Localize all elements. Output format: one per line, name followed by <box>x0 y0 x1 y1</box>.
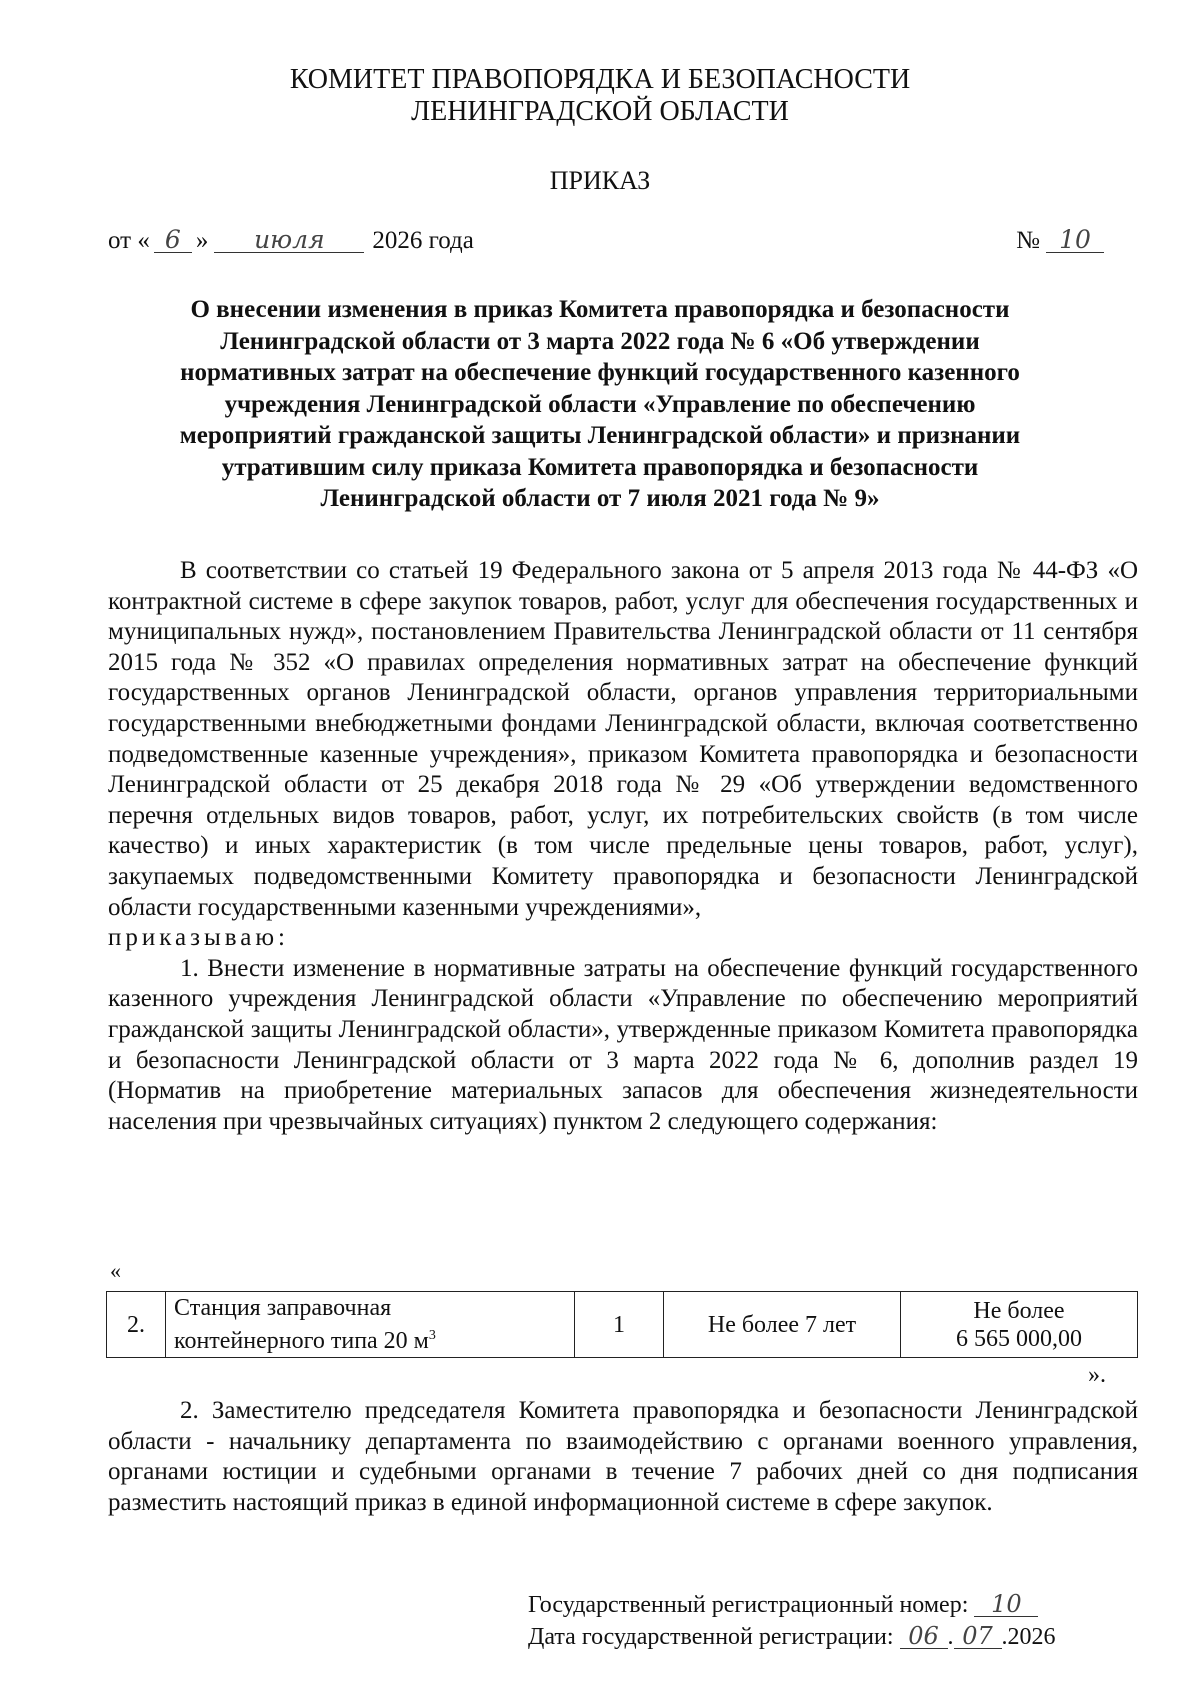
opening-quote: « <box>110 1258 121 1283</box>
date-separator: . <box>947 1624 954 1650</box>
handwritten-number: 10 <box>1046 228 1104 253</box>
main-text <box>108 556 1138 1137</box>
organization-header <box>0 64 1200 128</box>
document-title <box>140 294 1060 515</box>
cell-service-term: Не более 7 лет <box>664 1292 901 1358</box>
order-date <box>108 227 474 255</box>
point-2-block <box>108 1396 1138 1518</box>
handwritten-day: 6 <box>154 228 192 253</box>
handwritten-registration-number: 10 <box>974 1592 1038 1617</box>
price-line-1: Не более <box>973 1297 1065 1324</box>
title-line-3: нормативных затрат на обеспечение функций государственного казенного <box>180 359 1020 386</box>
cell-price <box>901 1292 1138 1358</box>
table-row <box>107 1292 1138 1358</box>
title-line-1: О внесении изменения в приказ Комитета правопорядка и безопасности <box>190 296 1010 323</box>
handwritten-registration-month: 07 <box>954 1624 1002 1649</box>
cell-item-name <box>166 1292 575 1358</box>
handwritten-registration-day: 06 <box>900 1624 948 1649</box>
point-1-paragraph: 1. Внести изменение в нормативные затраты на обеспечение функций государственного казенного учреждения Ленинградской области «Управление по обеспечению мероприятий гражданской защиты Ленинградской области», утвержденные приказом Комитета правопорядка и безопасности Ленинградской области от 3 марта 2022 года № 6, дополнив раздел 19 (Норматив на приобретение материальных запасов для обеспечения жизнедеятельности населения при чрезвычайных ситуациях) пунктом 2 следующего содержания: <box>108 954 1138 1135</box>
registration-date-label: Дата государственной регистрации: <box>528 1624 894 1650</box>
handwritten-month: июля <box>214 228 364 253</box>
order-number <box>1016 227 1104 255</box>
closing-quote: ». <box>1088 1362 1106 1388</box>
cell-quantity: 1 <box>575 1292 664 1358</box>
point-2-paragraph: 2. Заместителю председателя Комитета правопорядка и безопасности Ленинградской области - начальнику департамента по взаимодействию с органами военного управления, органами юстиции и судебными органами в течение 7 рабочих дней со дня подписания разместить настоящий приказ в единой информационной системе в сфере закупок. <box>108 1397 1138 1516</box>
inserted-norm-table <box>106 1291 1138 1358</box>
org-line-2: ЛЕНИНГРАДСКОЙ ОБЛАСТИ <box>411 96 789 127</box>
registration-year: .2026 <box>1001 1624 1056 1650</box>
preamble-paragraph: В соответствии со статьей 19 Федерального закона от 5 апреля 2013 года № 44-ФЗ «О контрактной системе в сфере закупок товаров, работ, услуг для обеспечения государственных и муниципальных нужд», постановлением Правительства Ленинградской области от 11 сентября 2015 года № 352 «О правилах определения нормативных затрат на обеспечение функций государственных органов Ленинградской области, органов управления территориальными государственными внебюджетными фондами Ленинградской области, включая соответственно подведомственные казенные учреждения», приказом Комитета правопорядка и безопасности Ленинградской области от 25 декабря 2018 года № 29 «Об утверждении ведомственного перечня отдельных видов товаров, работ, услуг, их потребительских свойств (в том числе качество) и иных характеристик (в том числе предельные цены товаров, работ, услуг), закупаемых подведомственными Комитету правопорядка и безопасности Ленинградской области государственными казенными учреждениями», <box>108 557 1138 921</box>
item-name-line-1: Станция заправочная <box>174 1295 392 1321</box>
document-type: ПРИКАЗ <box>549 166 651 195</box>
order-directive: приказываю: <box>108 924 289 952</box>
date-year: 2026 года <box>372 227 474 254</box>
title-line-6: утратившим силу приказа Комитета правопорядка и безопасности <box>221 453 979 481</box>
title-line-7: Ленинградской области от 7 июля 2021 года № 9» <box>320 485 880 512</box>
title-line-2: Ленинградской области от 3 марта 2022 года № 6 «Об утверждении <box>220 327 980 355</box>
title-line-4: учреждения Ленинградской области «Управление по обеспечению <box>224 390 976 418</box>
number-label: № <box>1016 227 1040 254</box>
date-mid: » <box>195 227 209 254</box>
registration-number <box>528 1592 1038 1619</box>
registration-date <box>528 1624 1056 1651</box>
item-name-line-2: контейнерного типа 20 $м^3$ <box>174 1328 436 1354</box>
date-prefix: от « <box>108 227 150 254</box>
title-line-5: мероприятий гражданской защиты Ленинградской области» и признании <box>179 422 1021 449</box>
price-line-2: 6 565 000,00 <box>956 1325 1082 1352</box>
org-line-1: КОМИТЕТ ПРАВОПОРЯДКА И БЕЗОПАСНОСТИ <box>289 64 911 95</box>
superscript: 3 <box>428 1328 436 1343</box>
registration-number-label: Государственный регистрационный номер: <box>528 1592 969 1618</box>
cell-item-number: 2. <box>107 1292 166 1358</box>
